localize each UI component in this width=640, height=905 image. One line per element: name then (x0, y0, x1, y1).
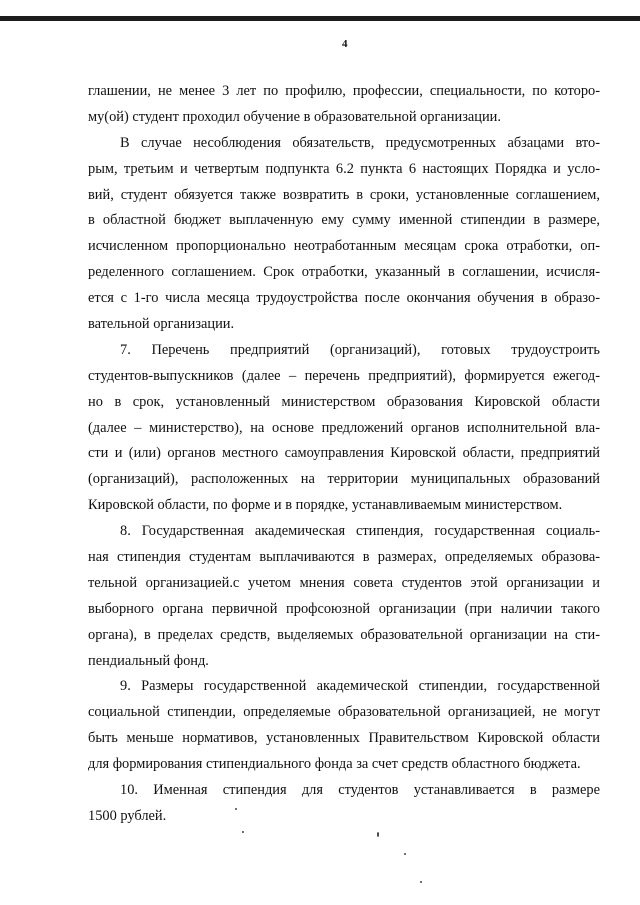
text-line: ется с 1-го числа месяца трудоустройства после окончания обучения в образо- (88, 290, 600, 307)
text-line: вательной организации. (88, 316, 235, 333)
text-line: ная стипендия студентам выплачиваются в размерах, определяемых образова- (88, 549, 600, 566)
scan-speck (235, 808, 237, 810)
text-line: но в срок, установленный министерством образования Кировской области (88, 393, 600, 410)
text-line: ределенного соглашением. Срок отработки, указанный в соглашении, исчисля- (88, 264, 600, 281)
text-line: 8. Государственная академическая стипендия, государственная социаль- (120, 523, 600, 540)
text-line: рым, третьим и четвертым подпункта 6.2 пункта 6 настоящих Порядка и усло- (88, 160, 600, 177)
text-line: социальной стипендии, определяемые образовательной организацией, не могут (88, 704, 600, 721)
text-line: органа), в пределах средств, выделяемых образовательной организации на сти- (88, 626, 600, 643)
text-line: быть меньше нормативов, установленных Правительством Кировской области (88, 730, 600, 747)
scan-speck (420, 881, 422, 883)
document-body (88, 79, 600, 830)
scan-speck (242, 831, 244, 833)
text-line: (организаций), расположенных на территории муниципальных образований (88, 471, 600, 488)
scan-speck (404, 853, 406, 855)
text-line: пендиальный фонд. (88, 652, 209, 669)
text-line: 9. Размеры государственной академической стипендии, государственной (120, 678, 600, 695)
text-line: глашении, не менее 3 лет по профилю, профессии, специальности, по которо- (88, 83, 600, 99)
text-line: для формирования стипендиального фонда за счет средств областного бюджета. (88, 756, 581, 773)
text-line: вий, студент обязуется также возвратить в сроки, установленные соглашением, (88, 186, 600, 203)
page-number: 4 (342, 38, 348, 50)
text-line: му(ой) студент проходил обучение в образовательной организации. (88, 108, 501, 125)
text-line: студентов-выпускников (далее – перечень предприятий), формируется ежегод- (88, 367, 600, 384)
text-line: сти и (или) органов местного самоуправления Кировской области, предприятий (88, 445, 600, 462)
text-line: В случае несоблюдения обязательств, предусмотренных абзацами вто- (120, 134, 600, 151)
text-line: Кировской области, по форме и в порядке, устанавливаемым министерством. (88, 497, 563, 514)
text-line: (далее – министерство), на основе предложений органов исполнительной вла- (88, 419, 600, 436)
text-line: в областной бюджет выплаченную ему сумму именной стипендии в размере, (88, 212, 600, 229)
text-line: исчисленном пропорционально неотработанным месяцам срока отработки, оп- (88, 238, 600, 255)
text-line: тельной организацией.с учетом мнения совета студентов этой организации и (88, 574, 600, 591)
text-line: 7. Перечень предприятий (организаций), готовых трудоустроить (120, 341, 600, 358)
text-line: 1500 рублей. (88, 807, 167, 824)
scan-speck (377, 832, 379, 837)
text-line: выборного органа первичной профсоюзной организации (при наличии такого (88, 600, 600, 617)
text-line: 10. Именная стипендия для студентов устанавливается в размере (120, 782, 600, 799)
top-border-line (0, 16, 640, 21)
